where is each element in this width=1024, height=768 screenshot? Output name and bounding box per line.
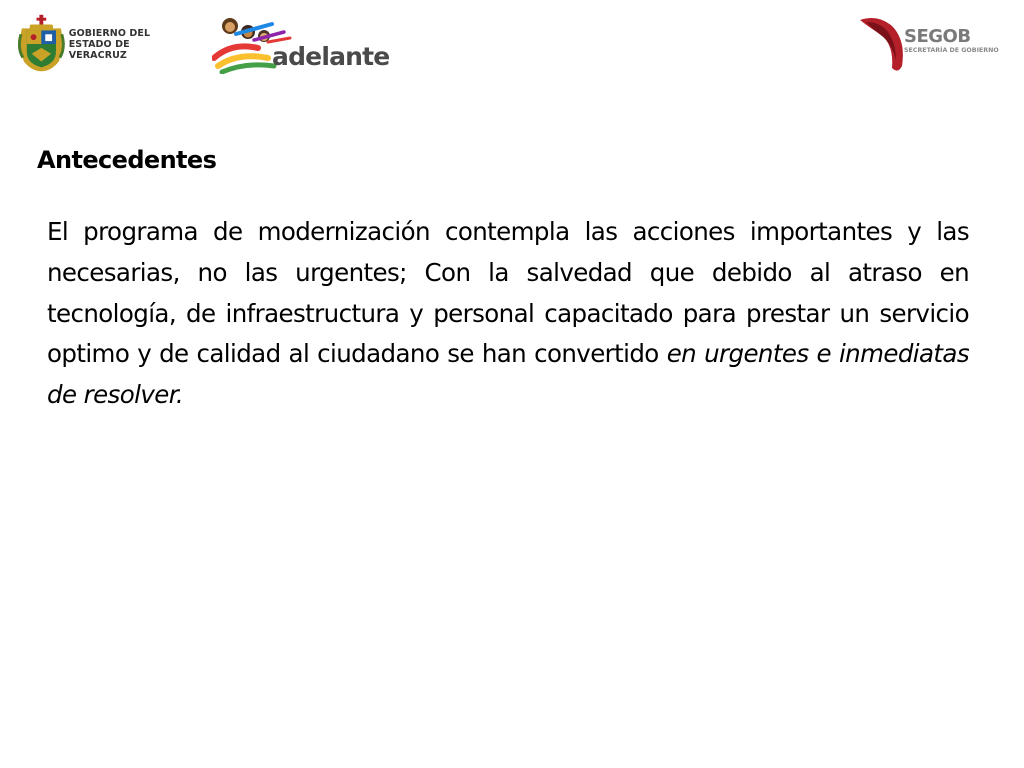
veracruz-logo bbox=[18, 12, 188, 76]
red-swoosh-icon bbox=[858, 14, 910, 74]
segob-logo bbox=[858, 14, 1008, 76]
segob-name: SEGOB bbox=[904, 26, 971, 47]
coat-of-arms-icon bbox=[18, 14, 65, 74]
body-paragraph bbox=[47, 212, 969, 416]
page-title: Antecedentes bbox=[37, 146, 217, 174]
veracruz-logo-text bbox=[69, 28, 188, 61]
veracruz-line-2: ESTADO DE VERACRUZ bbox=[68, 38, 130, 61]
veracruz-line-1: GOBIERNO DEL bbox=[68, 27, 151, 39]
paragraph-text: El programa de modernización contempla las acciones importantes y las necesarias, no las urgentes; Con la salvedad que debido al atraso en tecnología, de infraestructura y personal capacitado para prestar un servicio optimo y de calidad al ciudadano se han convertido bbox=[47, 217, 969, 369]
adelante-logo bbox=[212, 12, 390, 76]
adelante-wordmark: adelante bbox=[272, 42, 390, 71]
segob-subtitle: SECRETARÍA DE GOBIERNO bbox=[904, 47, 999, 54]
paragraph-italic-text: en urgentes e inmediatas de resolver. bbox=[47, 339, 969, 410]
